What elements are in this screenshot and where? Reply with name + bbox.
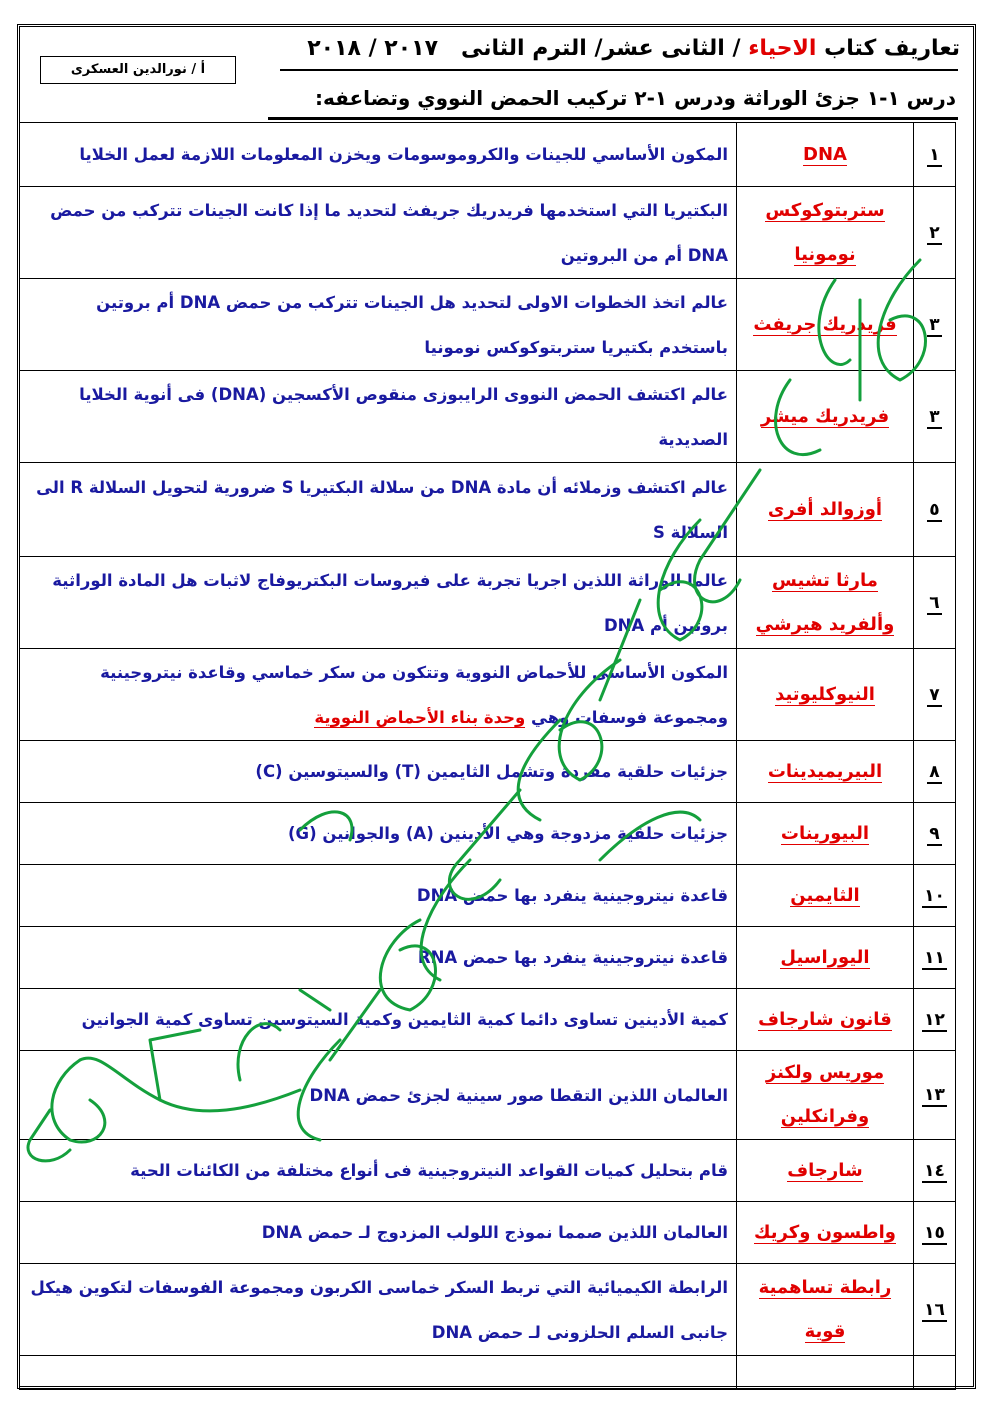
term-cell: [737, 927, 914, 989]
definition-cell: [20, 1051, 737, 1140]
term-text: البيورينات: [780, 822, 870, 844]
row-number: [914, 865, 956, 927]
title-year: ٢٠١٧ / ٢٠١٨: [307, 36, 439, 61]
row-number-text: ٦: [929, 592, 940, 613]
empty-row: [20, 1356, 956, 1390]
page-title: [280, 36, 960, 61]
term-text: DNA: [803, 143, 847, 165]
definition-text: عالم اتخذ الخطوات الاولى لتحديد هل الجينات تتركب من حمض DNA أم بروتين باستخدم بكتيريا ستربتوكوكس نومونيا: [96, 292, 728, 357]
definition-cell: [20, 1202, 737, 1264]
term-cell: [737, 649, 914, 741]
table-row: [20, 557, 956, 649]
table-row: [20, 123, 956, 187]
definition-cell: [20, 187, 737, 279]
term-cell: [737, 803, 914, 865]
definition-cell: [20, 989, 737, 1051]
row-number-text: ١٢: [924, 1009, 945, 1030]
term-cell: [737, 463, 914, 557]
term-text: مارثا تشيس وألفريد هيرشي: [755, 569, 895, 635]
row-number-text: ١٦: [924, 1299, 945, 1320]
lesson-subtitle: درس ١-١ جزئ الوراثة ودرس ١-٢ تركيب الحمض النووي وتضاعفه:: [314, 86, 956, 110]
term-cell: [737, 187, 914, 279]
definition-cell: [20, 803, 737, 865]
row-number: [914, 123, 956, 187]
term-text: فريدريك ميشر: [760, 405, 890, 427]
table-row: [20, 279, 956, 371]
definition-text: الرابطة الكيميائية التي تربط السكر خماسى الكربون ومجموعة الفوسفات لتكوين هيكل جانبى السلم الحلزونى لـ حمض DNA: [30, 1277, 728, 1342]
term-cell: [737, 279, 914, 371]
definition-cell: [20, 741, 737, 803]
term-cell: [737, 1264, 914, 1356]
definition-text: المكون الأساسي للجينات والكروموسومات ويخزن المعلومات اللازمة لعمل الخلايا: [79, 145, 728, 164]
title-suffix: / الثانى عشر/ الترم الثانى: [461, 36, 749, 61]
term-cell: [737, 989, 914, 1051]
definition-cell: [20, 279, 737, 371]
subtitle-underline: [268, 117, 958, 120]
table-row: [20, 989, 956, 1051]
definition-cell: [20, 1264, 737, 1356]
row-number-text: ١٣: [924, 1085, 945, 1105]
table-row: [20, 371, 956, 463]
row-number-text: ٥: [929, 499, 940, 520]
row-number: [914, 1264, 956, 1356]
row-number-text: ١٤: [924, 1160, 945, 1181]
definition-cell: [20, 371, 737, 463]
row-number: [914, 649, 956, 741]
definition-text: العالمان اللذين التقطا صور سينية لجزئ حمض DNA: [309, 1085, 728, 1105]
table-row: [20, 1140, 956, 1202]
term-cell: [737, 1051, 914, 1140]
table-row: [20, 649, 956, 741]
term-text: موريس ولكنز وفرانكلين: [765, 1062, 885, 1127]
term-text: أوزوالد أفرى: [767, 498, 883, 520]
term-cell: [737, 123, 914, 187]
definition-text: كمية الأدينين تساوى دائما كمية الثايمين وكمية السيتوسين تساوى كمية الجوانين: [81, 1010, 728, 1029]
title-underline: [280, 69, 958, 71]
term-text: الثايمين: [790, 884, 860, 906]
definition-text: جزئيات حلقية مفردة وتشمل الثايمين (T) والسيتوسين (C): [255, 762, 728, 781]
term-text: البيريميدينات: [767, 760, 883, 782]
table-row: [20, 927, 956, 989]
row-number: [914, 1051, 956, 1140]
definition-cell: [20, 865, 737, 927]
row-number: [914, 927, 956, 989]
definition-cell: [20, 557, 737, 649]
definition-text: العالمان اللذين صمما نموذج اللولب المزدوج لـ حمض DNA: [261, 1223, 728, 1242]
table-row: [20, 463, 956, 557]
row-number: [914, 463, 956, 557]
row-number: [914, 187, 956, 279]
definition-cell: [20, 123, 737, 187]
title-prefix: تعاريف كتاب: [816, 36, 960, 61]
definition-text: المكون الأساسى للأحماض النووية وتتكون من سكر خماسي وقاعدة نيتروجينية ومجموعة فوسفات وهي: [100, 662, 728, 727]
term-cell: [737, 557, 914, 649]
row-number-text: ٣: [929, 406, 940, 427]
row-number: [914, 803, 956, 865]
definition-text: قام بتحليل كميات القواعد النيتروجينية فى أنواع مختلفة من الكائنات الحية: [130, 1161, 728, 1180]
term-text: اليوراسيل: [780, 946, 870, 968]
table-row: [20, 741, 956, 803]
definition-cell: [20, 649, 737, 741]
term-text: رابطة تساهمية قوية: [758, 1276, 892, 1342]
row-number-text: ٧: [929, 684, 940, 705]
definition-cell: [20, 1140, 737, 1202]
definition-text: قاعدة نيتروجينية ينفرد بها حمض DNA: [416, 886, 728, 905]
term-text: النيوكليوتيد: [775, 683, 875, 705]
definition-text: عالم اكتشف وزملائه أن مادة DNA من سلالة البكتيريا S ضرورية لتحويل السلالة R الى السلالة S: [36, 477, 728, 542]
definition-text: البكتيريا التي استخدمها فريدريك جريفث لتحديد ما إذا كانت الجينات تتركب من حمض DNA أم من البروتين: [50, 200, 728, 265]
row-number: [914, 557, 956, 649]
definition-text: قاعدة نيتروجينية ينفرد بها حمض RNA: [417, 948, 728, 967]
row-number-text: ٩: [929, 823, 940, 844]
definition-text: عالما الوراثة اللذين اجريا تجربة على فيروسات البكتريوفاج لاثبات هل المادة الوراثية بروتين أم DNA: [52, 570, 728, 635]
row-number-text: ٨: [929, 761, 940, 782]
row-number-text: ١: [929, 144, 940, 165]
definition-cell: [20, 463, 737, 557]
term-text: ستربتوكوكس نومونيا: [765, 199, 885, 265]
term-cell: [737, 1202, 914, 1264]
term-text: قانون شارجاف: [758, 1008, 892, 1030]
table-row: [20, 865, 956, 927]
row-number: [914, 279, 956, 371]
row-number: [914, 741, 956, 803]
row-number-text: ٣: [929, 314, 940, 335]
term-cell: [737, 741, 914, 803]
title-subject: الاحياء: [748, 36, 817, 61]
term-cell: [737, 371, 914, 463]
definition-highlight: وحدة بناء الأحماض النووية: [314, 707, 526, 727]
table-row: [20, 187, 956, 279]
definition-text: جزئيات حلقية مزدوجة وهي الأدينين (A) والجوانين (G): [287, 824, 728, 843]
definition-text: عالم اكتشف الحمض النووى الرايبوزى منقوص الأكسجين (DNA) فى أنوية الخلايا الصديدية: [79, 384, 728, 449]
definition-cell: [20, 927, 737, 989]
row-number: [914, 1202, 956, 1264]
row-number-text: ١٠: [924, 885, 945, 906]
term-cell: [737, 865, 914, 927]
row-number-text: ١١: [924, 947, 945, 968]
row-number-text: ١٥: [924, 1222, 945, 1243]
term-text: شارجاف: [787, 1159, 863, 1181]
row-number: [914, 371, 956, 463]
term-text: فريدريك جريفث: [753, 313, 897, 335]
table-row: [20, 1051, 956, 1140]
term-cell: [737, 1140, 914, 1202]
row-number: [914, 1140, 956, 1202]
table-row: [20, 1202, 956, 1264]
table-row: [20, 1264, 956, 1356]
row-number-text: ٢: [929, 222, 940, 243]
definitions-table: [19, 122, 956, 1390]
author-box: أ / نورالدين العسكرى: [40, 56, 236, 84]
row-number: [914, 989, 956, 1051]
table-row: [20, 803, 956, 865]
term-text: واطسون وكريك: [754, 1221, 896, 1243]
